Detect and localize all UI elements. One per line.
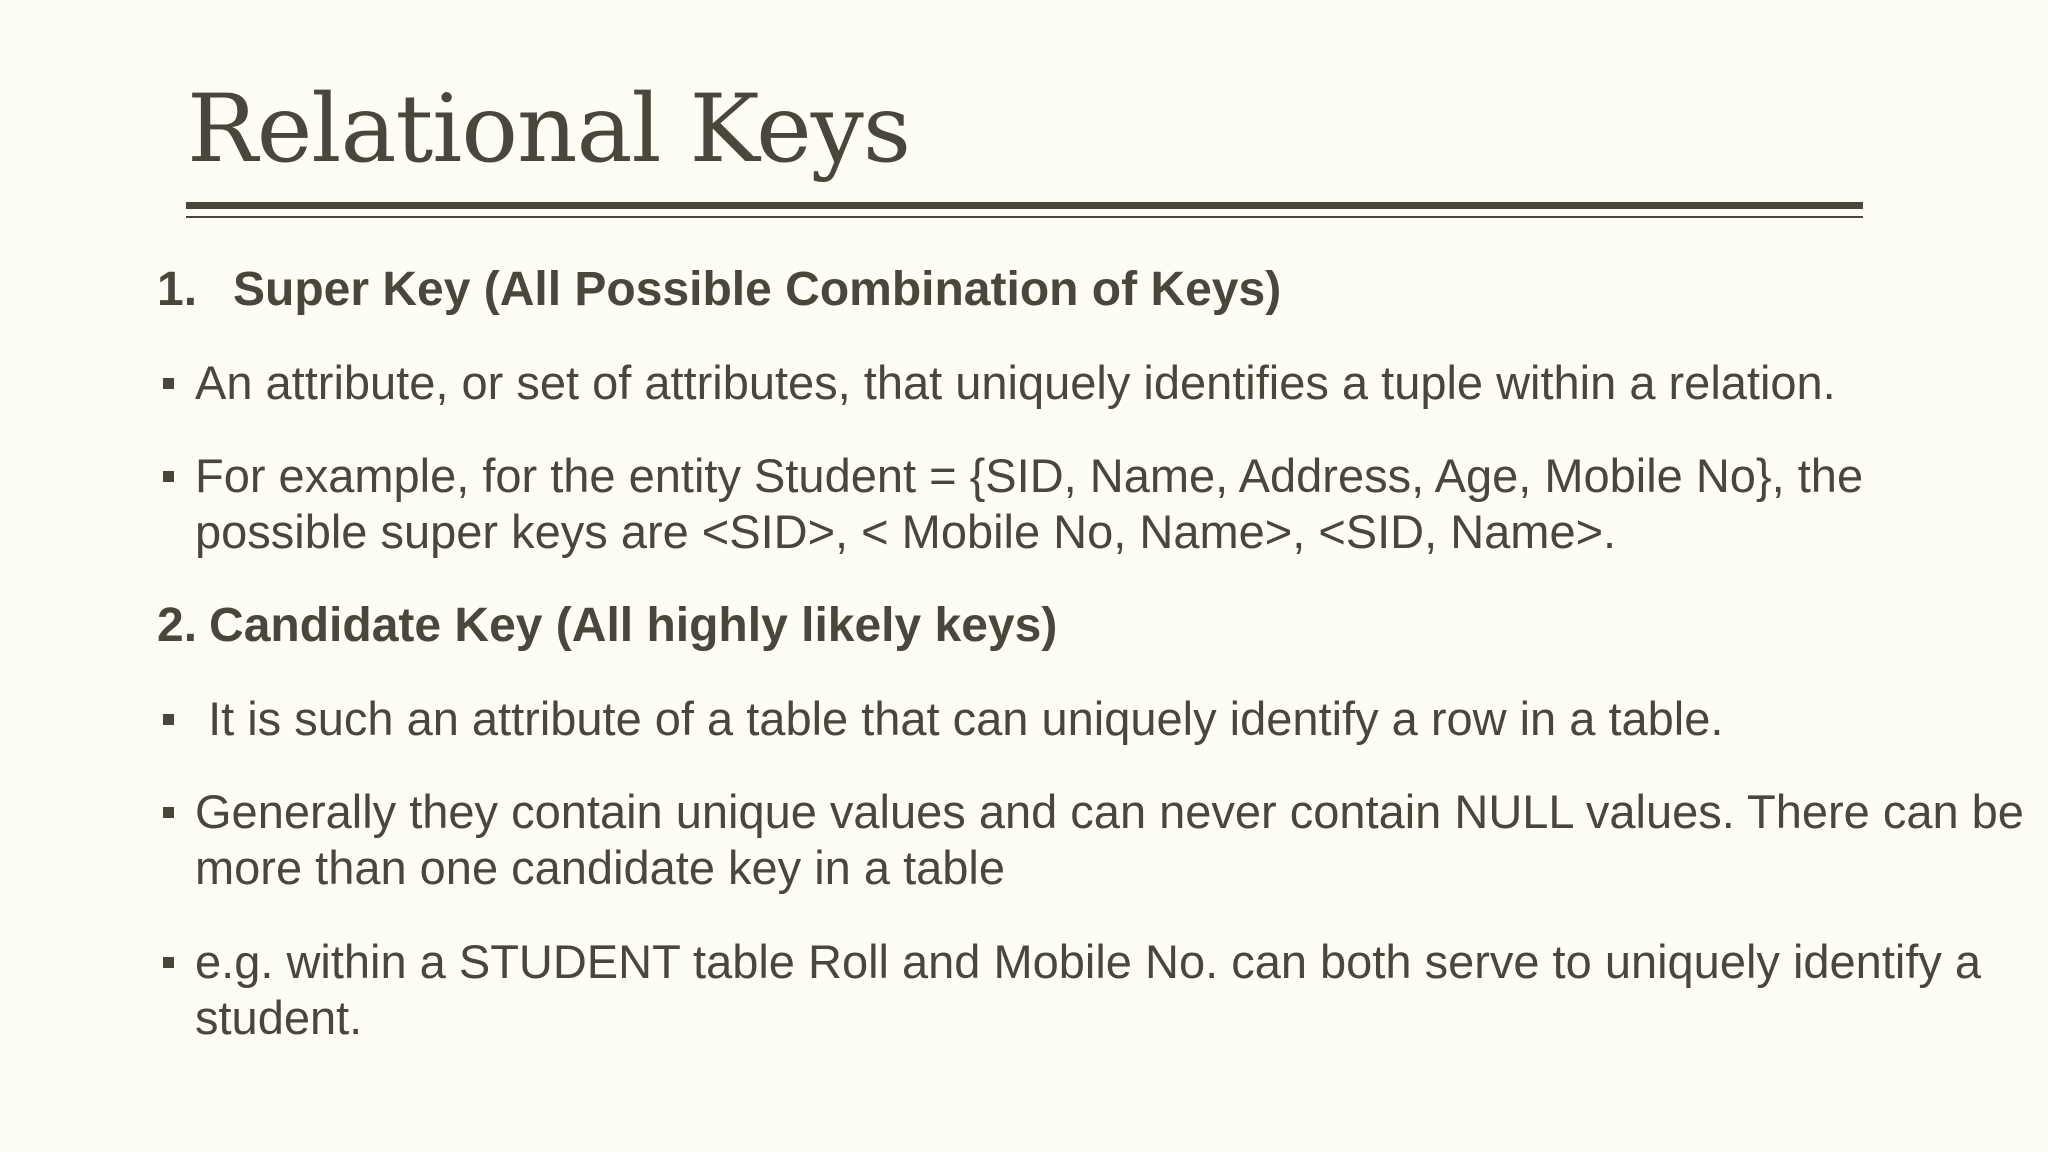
title-divider-thick <box>186 202 1863 209</box>
list-item <box>157 784 2037 896</box>
list-item-text: An attribute, or set of attributes, that uniquely identifies a tuple within a relation. <box>195 356 1836 409</box>
square-bullet-icon <box>163 471 174 482</box>
list-item-text: For example, for the entity Student = {SID, Name, Address, Age, Mobile No}, the possible super keys are <SID>, < Mobile No, Name>, <SID, Name>. <box>195 449 1877 558</box>
title-divider-thin <box>186 216 1863 218</box>
section-heading-text: Candidate Key (All highly likely keys) <box>209 599 1058 652</box>
square-bullet-icon <box>163 378 174 389</box>
section-number: 1. <box>157 263 198 316</box>
slide-title: Relational Keys <box>187 75 911 184</box>
list-item <box>157 934 2037 1046</box>
section-heading-candidate-key <box>157 598 1057 654</box>
square-bullet-icon <box>163 957 174 968</box>
list-item <box>157 448 2037 560</box>
list-item-text: Generally they contain unique values and can never contain NULL values. There can be more than one candidate key in a table <box>195 785 2038 894</box>
square-bullet-icon <box>163 714 174 725</box>
square-bullet-icon <box>163 807 174 818</box>
section-number: 2. <box>157 599 198 652</box>
list-item-text: e.g. within a STUDENT table Roll and Mobile No. can both serve to uniquely identify a student. <box>195 935 1995 1044</box>
section-heading-text: Super Key (All Possible Combination of Keys) <box>233 263 1282 316</box>
list-item <box>157 355 2037 411</box>
section-heading-super-key <box>157 262 1281 318</box>
list-item-text: It is such an attribute of a table that can uniquely identify a row in a table. <box>195 692 1724 745</box>
list-item <box>157 691 2037 747</box>
